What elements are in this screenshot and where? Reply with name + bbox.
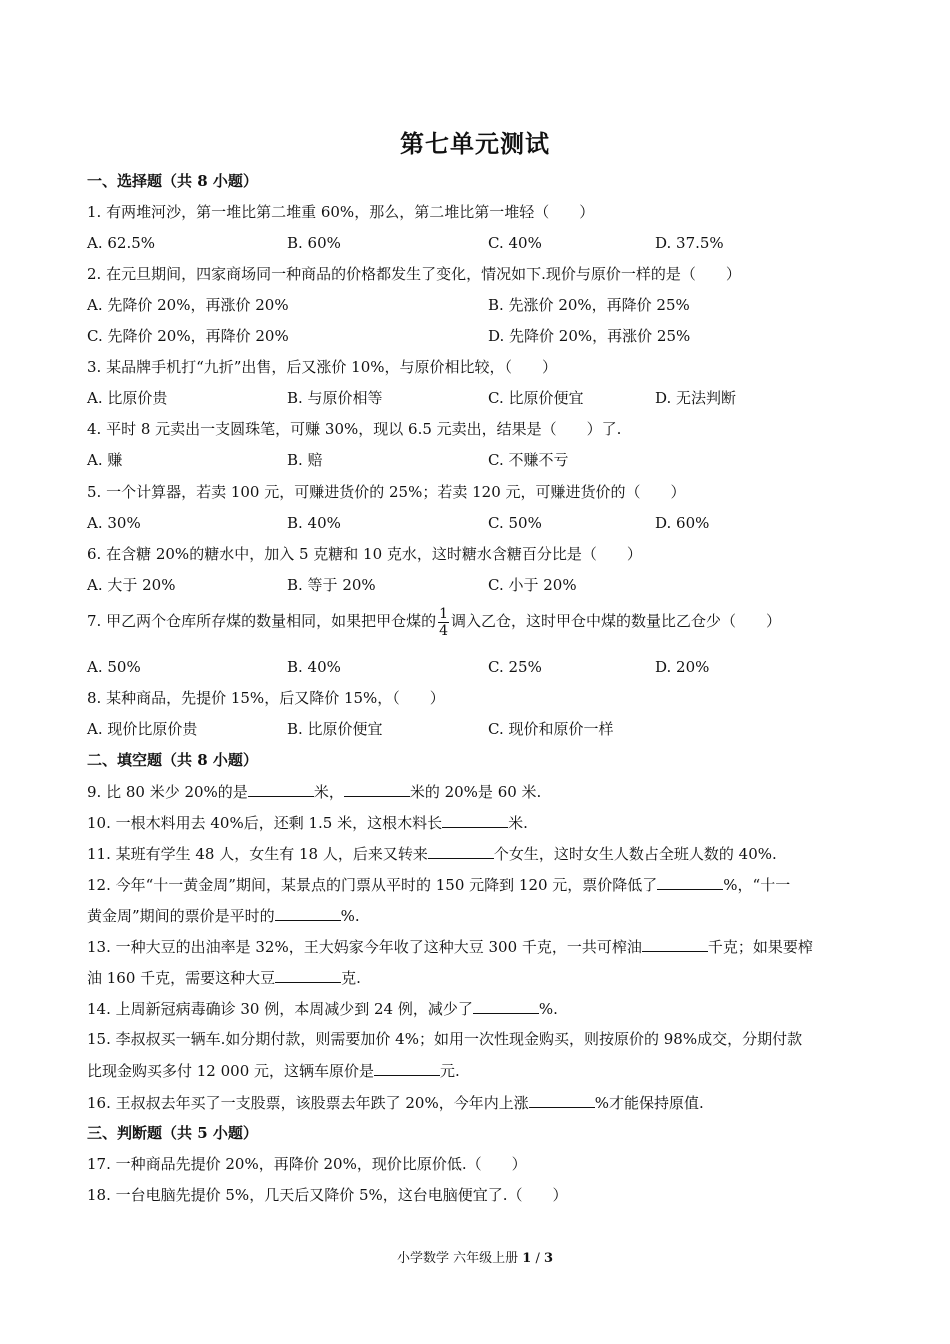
- q6-option-b: B. 等于 20%: [287, 576, 376, 594]
- q2-option-a: A. 先降价 20%，再涨价 20%: [87, 296, 289, 314]
- question-17: 17. 一种商品先提价 20%，再降价 20%，现价比原价低.（ ）: [87, 1155, 527, 1173]
- q5-option-c: C. 50%: [488, 514, 542, 532]
- q3-option-a: A. 比原价贵: [87, 389, 168, 407]
- q16-text: %才能保持原值.: [594, 1094, 704, 1112]
- q7-fraction-denominator: 4: [439, 622, 449, 639]
- q14-text: 14. 上周新冠病毒确诊 30 例，本周减少到 24 例，减少了: [87, 1000, 473, 1018]
- q2-option-d: D. 先降价 20%，再涨价 25%: [488, 327, 691, 345]
- question-12-line-1: [87, 874, 790, 895]
- answer-blank[interactable]: [442, 812, 508, 828]
- footer-separator: /: [531, 1251, 544, 1266]
- q10-text: 米.: [508, 814, 528, 832]
- question-4: 4. 平时 8 元卖出一支圆珠笔，可赚 30%，现以 6.5 元卖出，结果是（ ）了.: [87, 420, 622, 438]
- question-13-line-1: [87, 936, 813, 957]
- q1-option-b: B. 60%: [287, 234, 341, 252]
- q5-option-b: B. 40%: [287, 514, 341, 532]
- question-6: 6. 在含糖 20%的糖水中，加入 5 克糖和 10 克水，这时糖水含糖百分比是（ ）: [87, 545, 642, 563]
- q12-text: %，“十一: [723, 876, 791, 894]
- q5-option-d: D. 60%: [655, 514, 710, 532]
- answer-blank[interactable]: [473, 998, 539, 1014]
- answer-blank[interactable]: [657, 874, 723, 890]
- q9-text: 米的 20%是 60 米.: [409, 783, 542, 801]
- q15-text: 比现金购买多付 12 000 元，这辆车原价是: [87, 1062, 375, 1080]
- question-1: 1. 有两堆河沙，第一堆比第二堆重 60%，那么，第二堆比第一堆轻（ ）: [87, 203, 595, 221]
- q10-text: 10. 一根木料用去 40%后，还剩 1.5 米，这根木料长: [87, 814, 443, 832]
- q9-text: 米，: [313, 783, 344, 801]
- question-5: 5. 一个计算器，若卖 100 元，可赚进货价的 25%；若卖 120 元，可赚进货价的（ ）: [87, 483, 686, 501]
- q1-option-d: D. 37.5%: [655, 234, 724, 252]
- footer-page-number: 1: [522, 1251, 532, 1266]
- q12-text: 黄金周”期间的票价是平时的: [87, 907, 275, 925]
- page-footer: [0, 1247, 950, 1266]
- q12-text: %.: [340, 907, 360, 925]
- question-3: 3. 某品牌手机打“九折”出售，后又涨价 10%，与原价相比较，（ ）: [87, 358, 558, 376]
- question-13-line-2: [87, 967, 361, 988]
- question-2: 2. 在元旦期间，四家商场同一种商品的价格都发生了变化，情况如下.现价与原价一样的是（ ）: [87, 265, 741, 283]
- answer-blank[interactable]: [428, 843, 494, 859]
- q2-option-c: C. 先降价 20%，再降价 20%: [87, 327, 289, 345]
- q8-option-a: A. 现价比原价贵: [87, 720, 198, 738]
- answer-blank[interactable]: [529, 1092, 595, 1108]
- question-15-line-1: 15. 李叔叔买一辆车.如分期付款，则需要加价 4%；如用一次性现金购买，则按原价的 98%成交，分期付款: [87, 1030, 803, 1048]
- question-15-line-2: [87, 1060, 460, 1081]
- page-title: 第七单元测试: [400, 129, 550, 158]
- q7-text-end: 调入乙仓，这时甲仓中煤的数量比乙仓少（ ）: [451, 612, 782, 630]
- answer-blank[interactable]: [344, 781, 410, 797]
- question-9: [87, 781, 541, 802]
- question-7: [87, 604, 781, 639]
- q6-option-a: A. 大于 20%: [87, 576, 176, 594]
- q7-option-a: A. 50%: [87, 658, 141, 676]
- answer-blank[interactable]: [642, 936, 708, 952]
- answer-blank[interactable]: [275, 967, 341, 983]
- question-16: [87, 1092, 704, 1113]
- q7-option-d: D. 20%: [655, 658, 710, 676]
- question-10: [87, 812, 528, 833]
- q12-text: 12. 今年“十一黄金周”期间，某景点的门票从平时的 150 元降到 120 元，票价降低了: [87, 876, 658, 894]
- q2-option-b: B. 先涨价 20%，再降价 25%: [488, 296, 690, 314]
- q14-text: %.: [538, 1000, 558, 1018]
- q5-option-a: A. 30%: [87, 514, 141, 532]
- q3-option-d: D. 无法判断: [655, 389, 737, 407]
- q7-fraction: [438, 606, 449, 639]
- q15-text: 元.: [440, 1062, 460, 1080]
- question-18: 18. 一台电脑先提价 5%，几天后又降价 5%，这台电脑便宜了.（ ）: [87, 1186, 568, 1204]
- q6-option-c: C. 小于 20%: [488, 576, 577, 594]
- q3-option-b: B. 与原价相等: [287, 389, 383, 407]
- answer-blank[interactable]: [248, 781, 314, 797]
- section-heading-fill: 二、填空题（共 8 小题）: [87, 751, 258, 769]
- q13-text: 克.: [341, 969, 361, 987]
- q11-text: 11. 某班有学生 48 人，女生有 18 人，后来又转来: [87, 845, 428, 863]
- q8-option-b: B. 比原价便宜: [287, 720, 383, 738]
- q1-option-a: A. 62.5%: [87, 234, 156, 252]
- q7-option-c: C. 25%: [488, 658, 542, 676]
- q7-text-start: 7. 甲乙两个仓库所存煤的数量相同，如果把甲仓煤的: [87, 612, 437, 630]
- question-11: [87, 843, 777, 864]
- q1-option-c: C. 40%: [488, 234, 542, 252]
- question-12-line-2: [87, 905, 360, 926]
- q11-text: 个女生，这时女生人数占全班人数的 40%.: [493, 845, 777, 863]
- q8-option-c: C. 现价和原价一样: [488, 720, 614, 738]
- q13-text: 油 160 千克，需要这种大豆: [87, 969, 276, 987]
- q7-option-b: B. 40%: [287, 658, 341, 676]
- q4-option-b: B. 赔: [287, 451, 323, 469]
- q13-text: 13. 一种大豆的出油率是 32%，王大妈家今年收了这种大豆 300 千克，一共可榨油: [87, 938, 642, 956]
- q4-option-a: A. 赚: [87, 451, 123, 469]
- answer-blank[interactable]: [275, 905, 341, 921]
- footer-subject: 小学数学 六年级上册: [396, 1251, 519, 1266]
- q13-text: 千克；如果要榨: [707, 938, 813, 956]
- section-heading-choice: 一、选择题（共 8 小题）: [87, 172, 258, 190]
- question-8: 8. 某种商品，先提价 15%，后又降价 15%，（ ）: [87, 689, 445, 707]
- q16-text: 16. 王叔叔去年买了一支股票，该股票去年跌了 20%，今年内上涨: [87, 1094, 529, 1112]
- q7-fraction-numerator: 1: [439, 605, 449, 622]
- footer-page-total: 3: [543, 1251, 554, 1266]
- answer-blank[interactable]: [374, 1060, 440, 1076]
- section-heading-judge: 三、判断题（共 5 小题）: [87, 1124, 258, 1142]
- q4-option-c: C. 不赚不亏: [488, 451, 569, 469]
- q9-text: 9. 比 80 米少 20%的是: [87, 783, 248, 801]
- q3-option-c: C. 比原价便宜: [488, 389, 584, 407]
- question-14: [87, 998, 558, 1019]
